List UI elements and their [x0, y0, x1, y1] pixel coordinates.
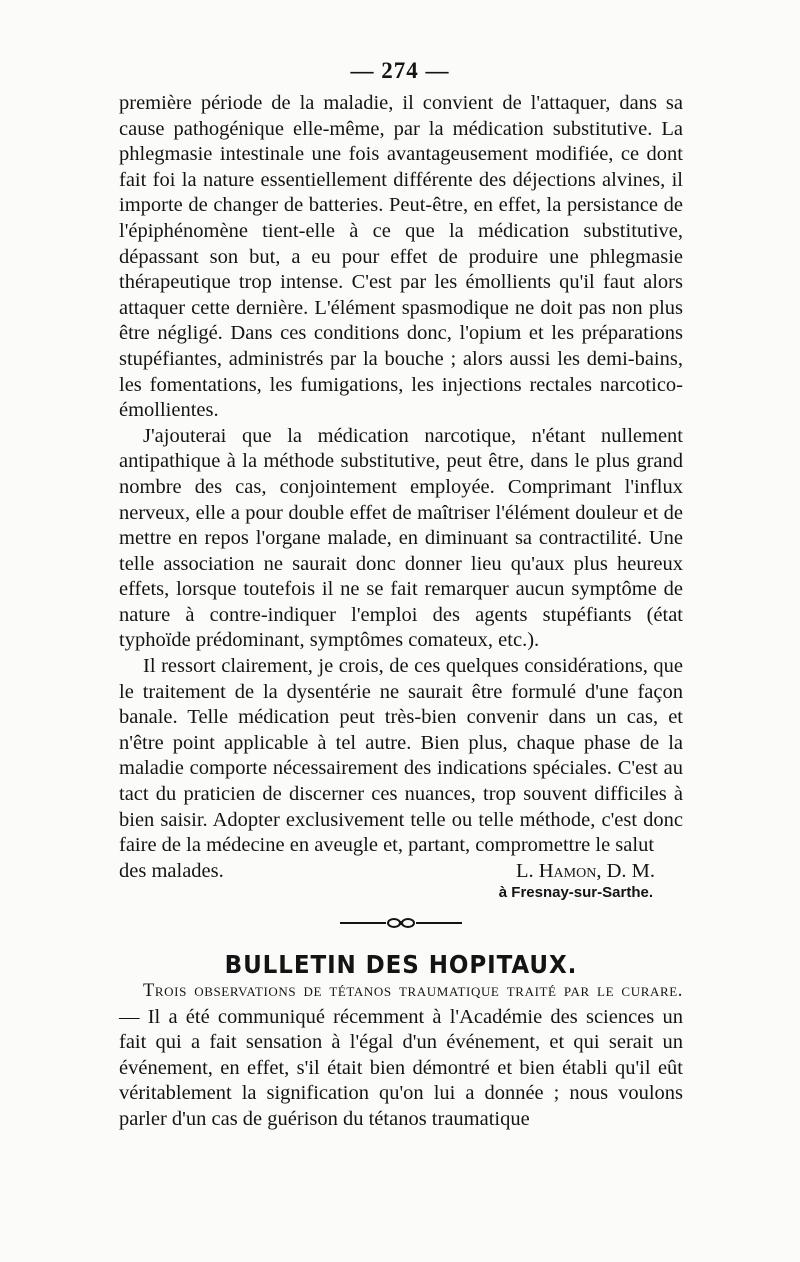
- paragraph-2: J'ajouterai que la médication narcotique, n'étant nullement antipathique à la méthode substitutive, peut être, dans le plus grand nombre des cas, conjointement employée. Comprimant l'influx nerveux, elle a pour double effet de maîtriser l'élément douleur et de mettre en repos l'organe malade, en diminuant sa contractilité. Une telle association ne saurait donc donner lieu qu'aux plus heureux effets, lorsque toutefois il ne se fait remarquer aucun symptôme de nature à contre-indiquer l'emploi des agents stupéfiants (état typhoïde prédominant, symptômes comateux, etc.).: [119, 424, 683, 652]
- author-signature: L. Hamon, D. M.: [515, 859, 655, 882]
- article-body: — Il a été communiqué récemment à l'Académie des sciences un fait qui a fait sensation à l'égal d'un événement, et qui serait un événement, en effet, s'il était bien démontré et bien établi qu'il eût véritablement la signification qu'on lui a donnée ; nous voulons parler d'un cas de guérison du tétanos traumatique: [119, 1005, 683, 1130]
- paragraph-1: première période de la maladie, il convient de l'attaquer, dans sa cause pathogénique elle-même, par la médication substitutive. La phlegmasie intestinale une fois avantageusement modifiée, ce dont fait foi la nature essentiellement différente des déjections alvines, il importe de changer de batteries. Peut-être, en effet, la persistance de l'épiphénomène tient-elle à ce que la médication substitutive, dépassant son but, a eu pour effet de produire une phlegmasie thérapeutique trop intense. C'est par les émollients qu'il faut alors attaquer cette dernière. L'élément spasmodique ne doit pas non plus être négligé. Dans ces conditions donc, l'opium et les préparations stupéfiantes, administrés par la bouche ; alors aussi les demi-bains, les fomentations, les fumigations, les injections rectales narcotico-émollientes.: [119, 92, 683, 422]
- paragraph-3: Il ressort clairement, je crois, de ces quelques considérations, que le traitement de la dysentérie ne saurait être formulé d'une façon banale. Telle médication peut très-bien convenir dans un cas, et n'être point applicable à tel autre. Bien plus, chaque phase de la maladie comporte nécessairement des indications spéciales. C'est au tact du praticien de discerner ces nuances, trop souvent difficiles à bien saisir. Adopter exclusivement telle ou telle méthode, c'est donc faire de la médecine en aveugle et, partant, compromettre le salut: [119, 655, 683, 857]
- section-title: BULLETIN DES HOPITAUX.: [224, 950, 578, 980]
- author-location: à Fresnay-sur-Sarthe.: [498, 884, 653, 902]
- article-paragraph: [119, 978, 683, 1133]
- divider-ornament-icon: [336, 916, 466, 930]
- article-heading: Trois observations de tétanos traumatique traité par le curare.: [143, 981, 683, 1001]
- ornamental-divider: [119, 916, 683, 930]
- text-body: [119, 91, 683, 1133]
- signature-line: [119, 859, 683, 885]
- closing-text: des malades.: [119, 859, 224, 882]
- page-number: — 274 —: [350, 58, 450, 83]
